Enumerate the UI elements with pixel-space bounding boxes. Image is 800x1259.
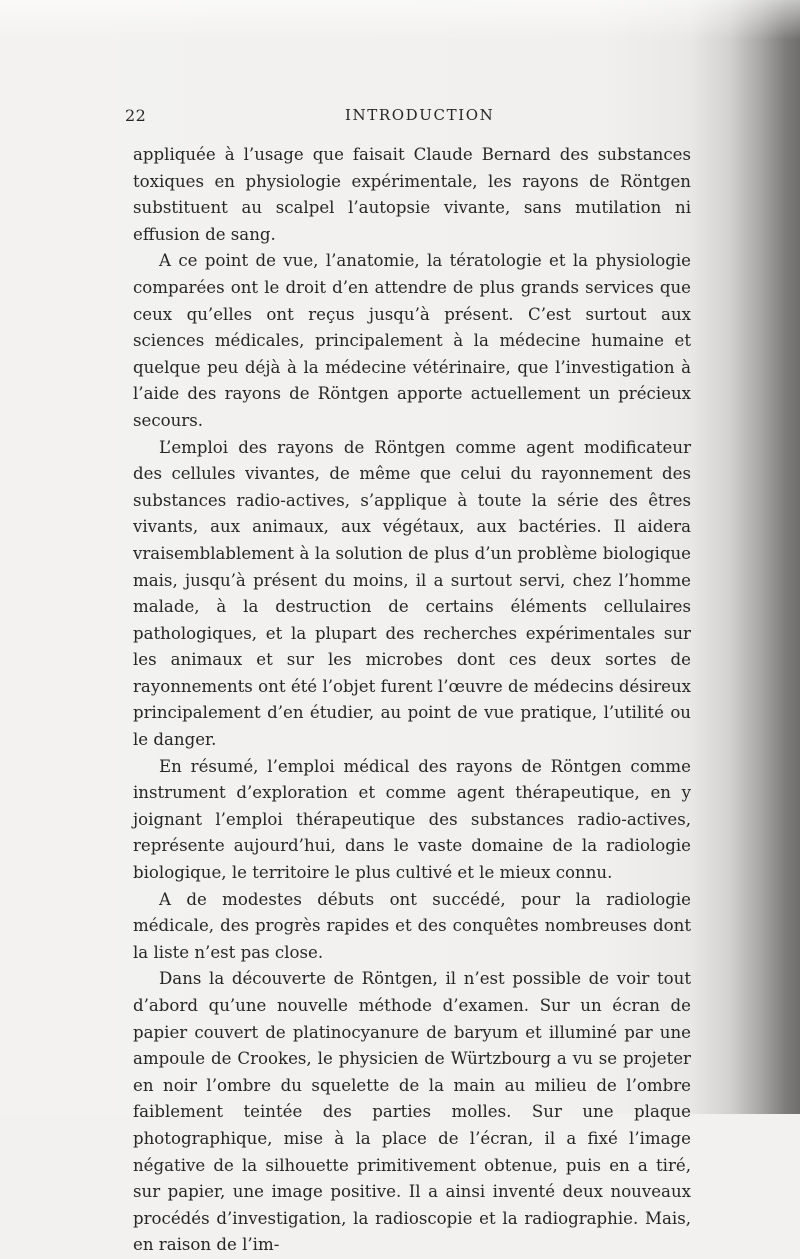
page-header — [125, 106, 693, 128]
running-title: INTRODUCTION — [345, 106, 495, 124]
paragraph: Dans la découverte de Röntgen, il n’est possible de voir tout d’abord qu’une nouvelle méthode d’examen. Sur un écran de papier couvert de platinocyanure de baryum et illuminé par une ampoule de Crookes, le physicien de Würtzbourg a vu se projeter en noir l’ombre du squelette de la main au milieu de l’ombre faiblement teintée des parties molles. Sur une plaque photographique, mise à la place de l’écran, il a fixé l’image négative de la silhouette primitivement obtenue, puis en a tiré, sur papier, une image positive. Il a ainsi inventé deux nouveaux procédés d’investigation, la radioscopie et la radiographie. Mais, en raison de l’im- — [133, 969, 691, 1255]
paragraph-continuation: appliquée à l’usage que faisait Claude Bernard des substances toxiques en physiologie expérimentale, les rayons de Röntgen substituent au scalpel l’autopsie vivante, sans mutilation ni effusion de sang. — [133, 145, 691, 244]
paragraph: A ce point de vue, l’anatomie, la tératologie et la physiologie comparées ont le droit d’en attendre de plus grands services que ceux qu’elles ont reçus jusqu’à présent. C’est surtout aux sciences médicales, principalement à la médecine humaine et quelque peu déjà à la médecine vétérinaire, que l’investigation à l’aide des rayons de Röntgen apporte actuellement un précieux secours. — [133, 251, 691, 430]
paragraph: L’emploi des rayons de Röntgen comme agent modificateur des cellules vivantes, de même que celui du rayonnement des substances radio-actives, s’applique à toute la série des êtres vivants, aux animaux, aux végétaux, aux bactéries. Il aidera vraisemblablement à la solution de plus d’un problème biologique mais, jusqu’à présent du moins, il a surtout servi, chez l’homme malade, à la destruction de certains éléments cellulaires pathologiques, et la plupart des recherches expérimentales sur les animaux et sur les microbes dont ces deux sortes de rayonnements ont été l’objet furent l’œuvre de médecins désireux principalement d’en étudier, au point de vue pratique, l’utilité ou le danger. — [133, 437, 691, 750]
page-number: 22 — [125, 106, 147, 125]
body-text — [133, 142, 691, 1259]
paragraph: En résumé, l’emploi médical des rayons de Röntgen comme instrument d’exploration et comme agent thérapeutique, en y joignant l’emploi thérapeutique des substances radio-actives, représente aujourd’hui, dans le vaste domaine de la radiologie biologique, le territoire le plus cultivé et le mieux connu. — [133, 756, 691, 883]
paragraph: A de modestes débuts ont succédé, pour la radiologie médicale, des progrès rapides et des conquêtes nombreuses dont la liste n’est pas close. — [133, 889, 691, 962]
